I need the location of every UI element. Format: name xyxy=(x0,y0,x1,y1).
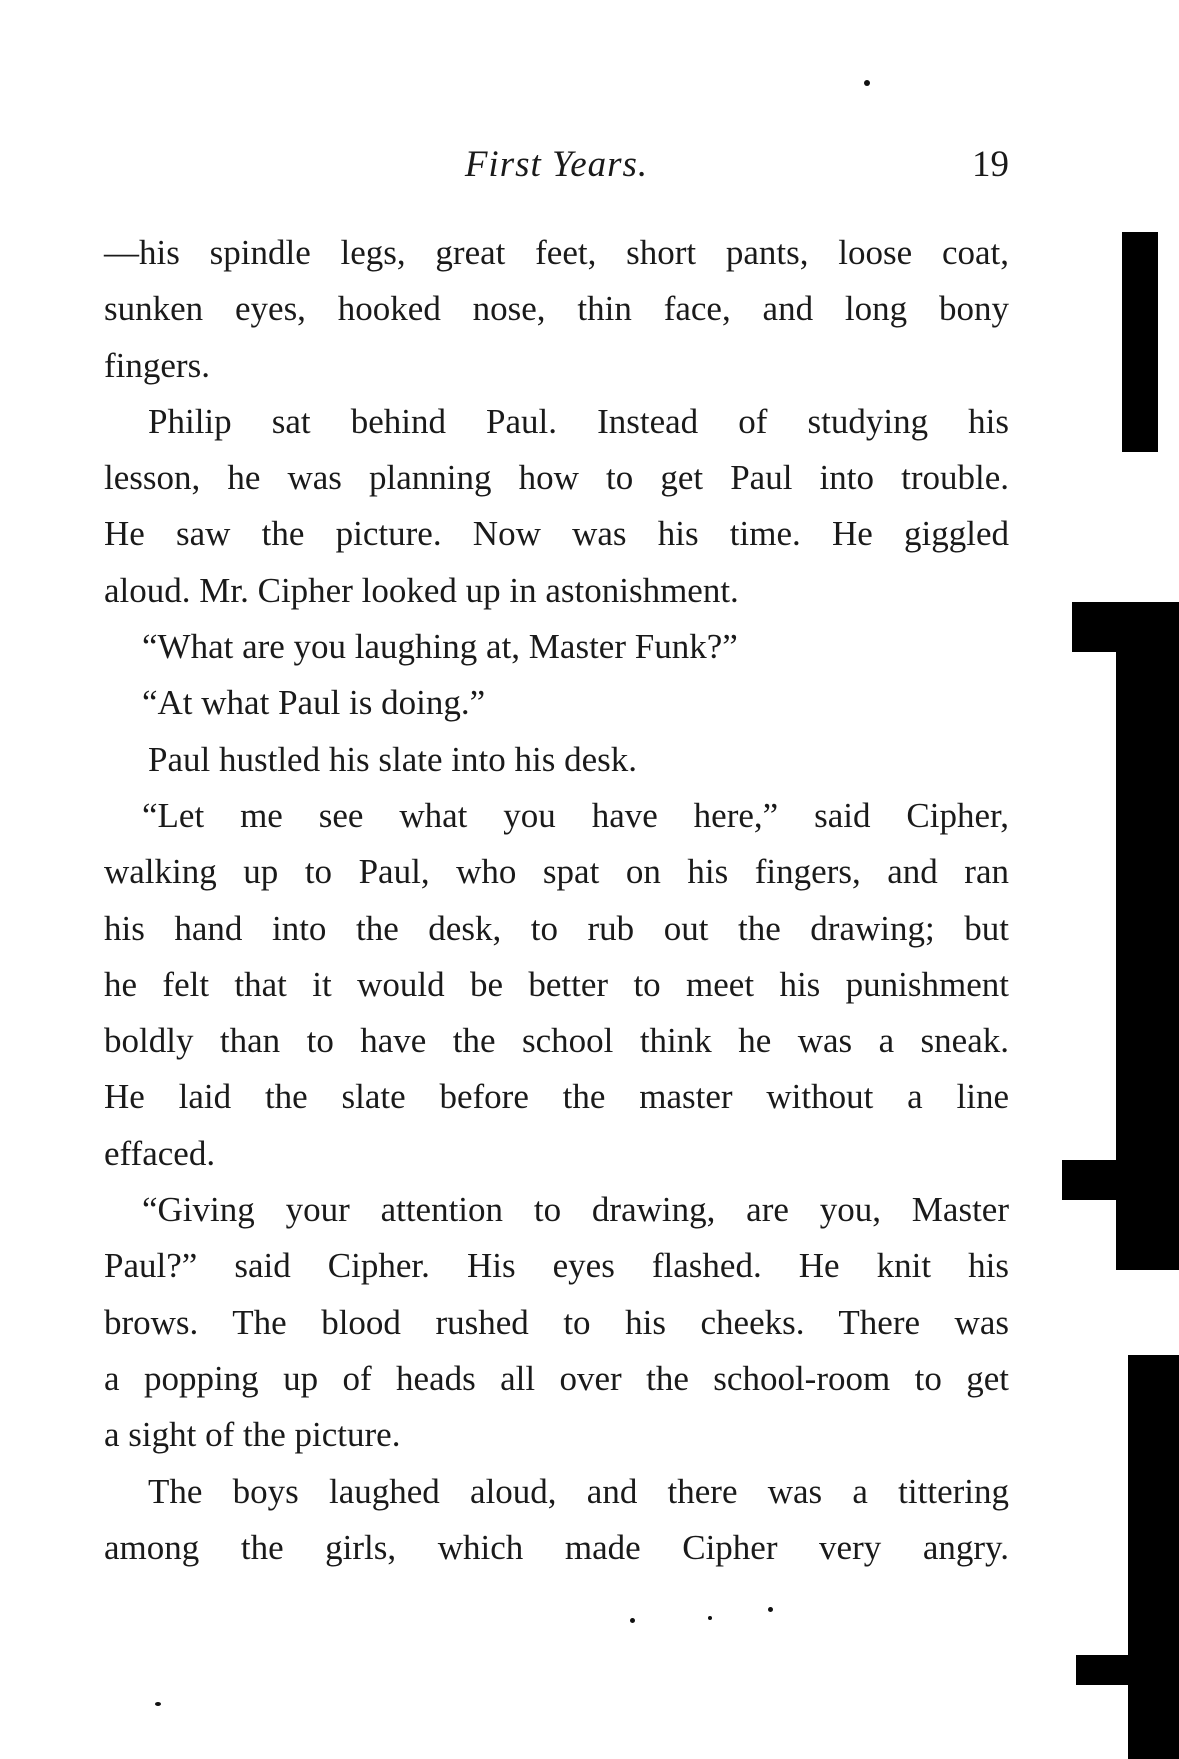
scan-speck xyxy=(708,1616,712,1620)
body-text xyxy=(104,225,1009,1576)
text-line: He laid the slate before the master without a line xyxy=(104,1077,1009,1117)
text-line: among the girls, which made Cipher very angry. xyxy=(104,1527,1009,1567)
scan-edge-mark xyxy=(1062,1160,1179,1200)
text-line: —his spindle legs, great feet, short pants, loose coat, xyxy=(104,233,1009,272)
running-head xyxy=(104,140,1009,190)
scan-edge-mark xyxy=(1076,1655,1136,1685)
text-line: sunken eyes, hooked nose, thin face, and long bony xyxy=(104,289,1009,329)
text-line: lesson, he was planning how to get Paul into trouble. xyxy=(104,458,1009,498)
text-line: “What are you laughing at, Master Funk?” xyxy=(142,627,738,667)
text-line: Paul hustled his slate into his desk. xyxy=(148,739,638,779)
text-line: Paul?” said Cipher. His eyes flashed. He knit his xyxy=(104,1246,1009,1286)
text-line: a popping up of heads all over the school-room to get xyxy=(104,1358,1009,1398)
text-line: brows. The blood rushed to his cheeks. There was xyxy=(104,1302,1009,1342)
text-line: walking up to Paul, who spat on his fingers, and ran xyxy=(104,852,1009,892)
page-number: 19 xyxy=(972,144,1009,185)
scan-speck xyxy=(630,1618,635,1623)
text-line: The boys laughed aloud, and there was a tittering xyxy=(148,1471,1009,1511)
scan-speck xyxy=(864,80,870,86)
text-line: boldly than to have the school think he was a sneak. xyxy=(104,1021,1009,1061)
chapter-title: First Years. xyxy=(464,144,649,185)
text-line: he felt that it would be better to meet his punishment xyxy=(104,964,1009,1004)
text-line: aloud. Mr. Cipher looked up in astonishment. xyxy=(104,570,739,610)
text-line: He saw the picture. Now was his time. He giggled xyxy=(104,514,1009,554)
scan-speck xyxy=(768,1607,773,1612)
scan-edge-mark xyxy=(1122,232,1158,452)
text-line: “Let me see what you have here,” said Cipher, xyxy=(142,795,1009,835)
scan-edge-mark xyxy=(1128,1355,1179,1759)
text-line: Philip sat behind Paul. Instead of studying his xyxy=(148,401,1009,441)
text-line: effaced. xyxy=(104,1133,216,1173)
text-line: his hand into the desk, to rub out the drawing; but xyxy=(104,908,1009,948)
text-line: fingers. xyxy=(104,345,210,385)
scan-speck xyxy=(155,1702,161,1706)
text-line: “Giving your attention to drawing, are you, Master xyxy=(142,1190,1009,1230)
text-line: a sight of the picture. xyxy=(104,1415,401,1455)
text-line: “At what Paul is doing.” xyxy=(142,683,486,723)
